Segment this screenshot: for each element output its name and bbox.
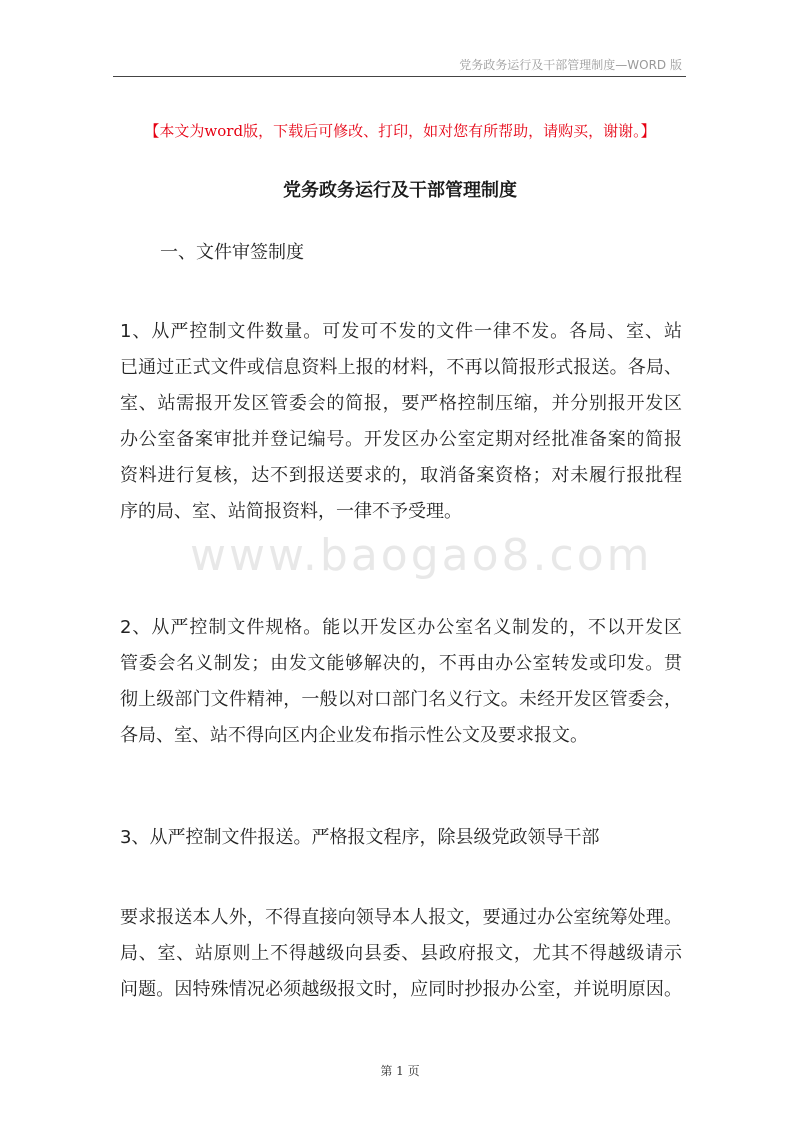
- paragraph-line: 资料进行复核，达不到报送要求的，取消备案资格；对未履行报批程: [120, 465, 682, 486]
- paragraph-line: 室、站需报开发区管委会的简报，要严格控制压缩，并分别报开发区: [120, 393, 682, 414]
- watermark: www.baogao8.com: [190, 530, 653, 581]
- paragraph-line: 各局、室、站不得向区内企业发布指示性公文及要求报文。: [120, 725, 588, 746]
- paragraph-line: 管委会名义制发；由发文能够解决的，不再由办公室转发或印发。贯: [120, 653, 682, 674]
- paragraph-2: [120, 610, 682, 754]
- paragraph-line: 序的局、室、站简报资料，一律不予受理。: [120, 501, 462, 522]
- running-header: 党务政务运行及干部管理制度—WORD 版: [459, 58, 682, 72]
- paragraph-line: 2、从严控制文件规格。能以开发区办公室名义制发的，不以开发区: [120, 617, 682, 638]
- paragraph-3: [120, 820, 682, 856]
- page-number: 第 1 页: [380, 1064, 420, 1078]
- paragraph-line: 办公室备案审批并登记编号。开发区办公室定期对经批准备案的简报: [120, 429, 682, 450]
- paragraph-line: 1、从严控制文件数量。可发可不发的文件一律不发。各局、室、站: [120, 321, 682, 342]
- paragraph-line: 已通过正式文件或信息资料上报的材料，不再以简报形式报送。各局、: [120, 357, 682, 378]
- paragraph-line: 彻上级部门文件精神，一般以对口部门名义行文。未经开发区管委会，: [120, 689, 682, 710]
- section-heading: 一、文件审签制度: [160, 242, 304, 263]
- purchase-notice: 【本文为word版，下载后可修改、打印，如对您有所帮助，请购买，谢谢。】: [144, 122, 656, 140]
- paragraph-4: [120, 900, 682, 1008]
- paragraph-1: [120, 314, 682, 530]
- header-divider: [113, 76, 686, 77]
- paragraph-line: 要求报送本人外，不得直接向领导本人报文，要通过办公室统筹处理。: [120, 907, 682, 928]
- paragraph-line: 3、从严控制文件报送。严格报文程序，除县级党政领导干部: [120, 827, 600, 848]
- document-title: 党务政务运行及干部管理制度: [283, 180, 517, 201]
- paragraph-line: 局、室、站原则上不得越级向县委、县政府报文，尤其不得越级请示: [120, 943, 682, 964]
- paragraph-line: 问题。因特殊情况必须越级报文时，应同时抄报办公室，并说明原因。: [120, 979, 682, 1000]
